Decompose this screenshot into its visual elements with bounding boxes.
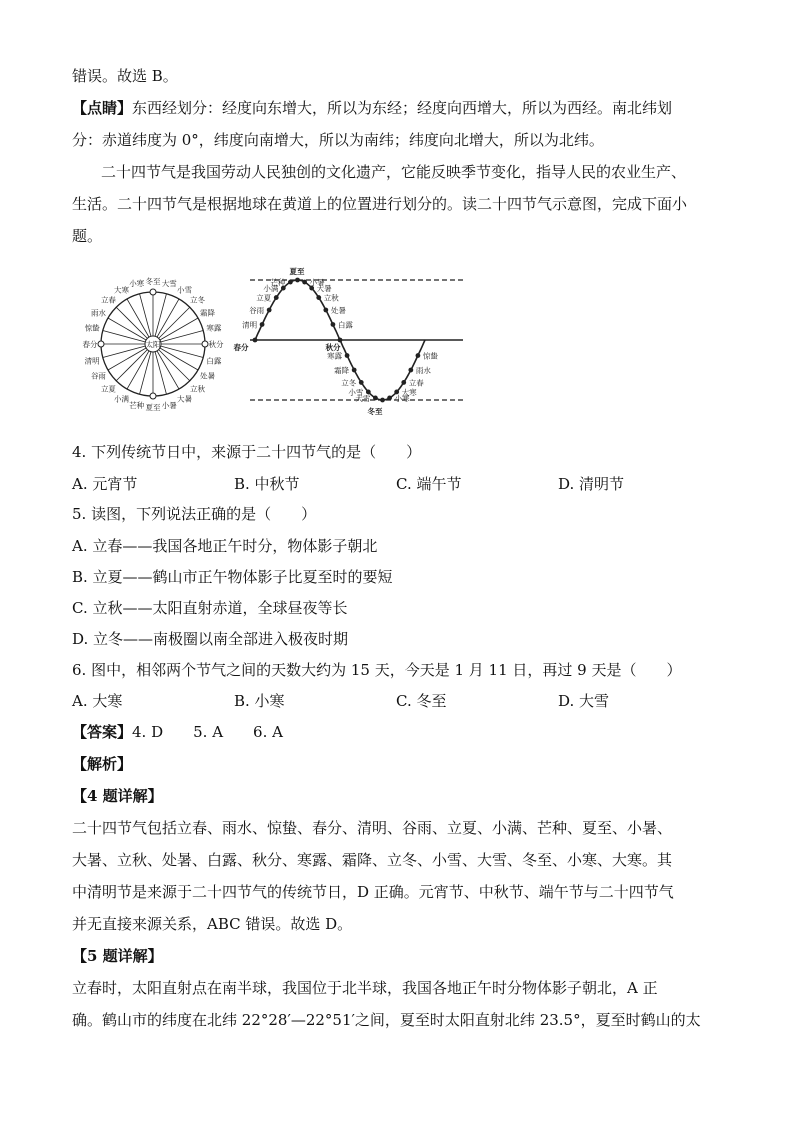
wheel-term-label: 霜降 bbox=[200, 308, 216, 318]
curve-term-dot bbox=[302, 280, 307, 285]
wheel-term-label: 寒露 bbox=[206, 323, 222, 333]
q5-option-b: B. 立夏——鹤山市正午物体影子比夏至时的要短 bbox=[72, 568, 393, 586]
curve-term-dot bbox=[380, 398, 385, 403]
wheel-marker bbox=[202, 341, 208, 347]
passage-line-3: 题。 bbox=[72, 227, 103, 245]
q5-option-c: C. 立秋——太阳直射赤道，全球昼夜等长 bbox=[72, 599, 348, 617]
q4-detail-line-2: 大暑、立秋、处暑、白露、秋分、寒露、霜降、立冬、小雪、大雪、冬至、小寒、大寒。其 bbox=[72, 851, 673, 869]
curve-term-label: 小寒 bbox=[394, 393, 410, 403]
curve-term-dot bbox=[416, 353, 421, 358]
curve-term-label: 芒种 bbox=[270, 278, 286, 288]
curve-term-dot bbox=[295, 278, 300, 283]
wheel-term-label: 谷雨 bbox=[90, 371, 106, 381]
q5-option-d: D. 立冬——南极圈以南全部进入极夜时期 bbox=[72, 630, 349, 648]
wheel-term-label: 芒种 bbox=[129, 400, 145, 410]
curve-term-dot bbox=[401, 380, 406, 385]
sun-label: 太阳 bbox=[145, 340, 161, 349]
winter-solstice-label: 冬至 bbox=[367, 407, 383, 416]
q4-detail-line-3: 中清明节是来源于二十四节气的传统节日，D 正确。元宵节、中秋节、端午节与二十四节气 bbox=[72, 883, 674, 901]
solar-terms-wheel bbox=[83, 276, 224, 412]
curve-term-dot bbox=[338, 338, 343, 343]
curve-term-dot bbox=[352, 368, 357, 373]
dianjing-tag: 【点睛】 bbox=[72, 99, 133, 117]
q5-detail-line-2: 确。鹤山市的纬度在北纬 22°28′—22°51′之间，夏至时太阳直射北纬 23.5°，夏至时鹤山的太 bbox=[72, 1011, 701, 1029]
intro-line-2-text: 东西经划分：经度向东增大，所以为东经；经度向西增大，所以为西经。南北纬划 bbox=[132, 99, 673, 117]
answer-line bbox=[72, 722, 722, 742]
curve-term-label: 处暑 bbox=[330, 306, 346, 315]
q4-detail-tag: 【4 题详解】 bbox=[72, 787, 163, 805]
curve-term-label: 立夏 bbox=[256, 293, 272, 303]
wheel-marker bbox=[98, 341, 104, 347]
answer-tag: 【答案】 bbox=[72, 723, 133, 741]
curve-term-dot bbox=[408, 368, 413, 373]
wheel-term-label: 秋分 bbox=[208, 340, 224, 349]
intro-line-2 bbox=[72, 98, 722, 118]
curve-term-dot bbox=[373, 396, 378, 401]
autumn-equinox-label: 秋分 bbox=[325, 343, 341, 352]
answer-text: 4. D 5. A 6. A bbox=[132, 723, 283, 741]
q6-option-d: D. 大雪 bbox=[558, 692, 610, 710]
wheel-term-label: 雨水 bbox=[90, 308, 106, 318]
curve-term-dot bbox=[260, 322, 265, 327]
analysis-tag: 【解析】 bbox=[72, 755, 133, 773]
wheel-term-label: 小寒 bbox=[129, 279, 145, 289]
wheel-term-label: 小暑 bbox=[161, 400, 177, 410]
curve-term-label: 清明 bbox=[242, 320, 258, 330]
curve-term-dot bbox=[288, 280, 293, 285]
curve-term-dot bbox=[323, 308, 328, 313]
q4-detail-line-4: 并无直接来源关系，ABC 错误。故选 D。 bbox=[72, 915, 353, 933]
wheel-term-label: 夏至 bbox=[145, 403, 161, 412]
curve-term-label: 寒露 bbox=[327, 351, 343, 361]
q5-option-a: A. 立春——我国各地正午时分，物体影子朝北 bbox=[72, 537, 378, 555]
q6-option-a: A. 大寒 bbox=[72, 692, 123, 710]
curve-term-label: 大暑 bbox=[316, 284, 332, 294]
wheel-term-label: 白露 bbox=[206, 356, 222, 366]
curve-term-label: 谷雨 bbox=[249, 306, 265, 315]
curve-term-label: 立冬 bbox=[341, 378, 357, 388]
curve-term-label: 白露 bbox=[337, 320, 353, 330]
wheel-term-label: 小满 bbox=[114, 394, 129, 404]
q5-stem: 5. 读图，下列说法正确的是（ ） bbox=[72, 505, 317, 523]
curve-term-dot bbox=[274, 295, 279, 300]
curve-term-dot bbox=[359, 380, 364, 385]
curve-term-dot bbox=[267, 308, 272, 313]
curve-term-dot bbox=[253, 338, 258, 343]
passage-line-1: 二十四节气是我国劳动人民独创的文化遗产，它能反映季节变化，指导人民的农业生产、 bbox=[101, 163, 687, 181]
spring-equinox-label: 春分 bbox=[233, 343, 249, 352]
wheel-term-label: 大暑 bbox=[177, 394, 192, 404]
curve-term-label: 大雪 bbox=[355, 393, 371, 403]
wheel-term-label: 立冬 bbox=[190, 295, 206, 305]
intro-line-3: 分：赤道纬度为 0°，纬度向南增大，所以为南纬；纬度向北增大，所以为北纬。 bbox=[72, 131, 604, 149]
wheel-term-label: 大寒 bbox=[114, 285, 129, 295]
q4-option-a: A. 元宵节 bbox=[72, 475, 138, 493]
wheel-term-label: 小雪 bbox=[177, 285, 192, 295]
q4-option-d: D. 清明节 bbox=[558, 475, 625, 493]
q4-option-b: B. 中秋节 bbox=[234, 475, 300, 493]
curve-term-label: 小暑 bbox=[309, 278, 325, 288]
passage-line-2: 生活。二十四节气是根据地球在黄道上的位置进行划分的。读二十四节气示意图，完成下面小 bbox=[72, 195, 688, 213]
wheel-term-label: 春分 bbox=[82, 340, 98, 349]
wheel-term-label: 处暑 bbox=[200, 371, 216, 381]
summer-solstice-label: 夏至 bbox=[289, 267, 305, 276]
curve-term-label: 小雪 bbox=[348, 387, 364, 397]
wheel-marker bbox=[150, 289, 156, 295]
wheel-term-label: 立春 bbox=[100, 295, 116, 305]
q6-option-c: C. 冬至 bbox=[396, 692, 447, 710]
q4-option-c: C. 端午节 bbox=[396, 475, 462, 493]
solar-terms-svg bbox=[75, 262, 470, 420]
curve-term-label: 立春 bbox=[408, 378, 424, 388]
curve-term-dot bbox=[331, 322, 336, 327]
wheel-term-label: 立夏 bbox=[100, 384, 116, 394]
q6-stem: 6. 图中，相邻两个节气之间的天数大约为 15 天，今天是 1 月 11 日，再过 9 天是（ ） bbox=[72, 661, 682, 679]
wheel-term-label: 冬至 bbox=[145, 277, 161, 286]
curve-term-label: 雨水 bbox=[415, 366, 431, 375]
q4-detail-line-1: 二十四节气包括立春、雨水、惊蛰、春分、清明、谷雨、立夏、小满、芒种、夏至、小暑、 bbox=[72, 819, 673, 837]
curve-term-label: 小满 bbox=[263, 284, 279, 294]
solar-curve bbox=[234, 266, 464, 416]
curve-term-dot bbox=[345, 353, 350, 358]
wheel-term-label: 大雪 bbox=[161, 279, 177, 289]
curve-term-label: 立秋 bbox=[323, 293, 339, 303]
q4-stem: 4. 下列传统节日中，来源于二十四节气的是（ ） bbox=[72, 443, 422, 461]
intro-line-1: 错误。故选 B。 bbox=[72, 67, 178, 85]
wheel-term-label: 清明 bbox=[84, 356, 100, 366]
curve-term-dot bbox=[316, 295, 321, 300]
solar-terms-diagram bbox=[75, 262, 470, 420]
curve-term-label: 惊蛰 bbox=[422, 351, 438, 361]
q5-detail-line-1: 立春时，太阳直射点在南半球，我国位于北半球，我国各地正午时分物体影子朝北，A 正 bbox=[72, 979, 658, 997]
curve-term-label: 大寒 bbox=[401, 387, 417, 397]
wheel-term-label: 立秋 bbox=[190, 384, 206, 394]
curve-term-dot bbox=[387, 396, 392, 401]
wheel-term-label: 惊蛰 bbox=[84, 323, 100, 333]
q6-option-b: B. 小寒 bbox=[234, 692, 285, 710]
wheel-marker bbox=[150, 393, 156, 399]
q5-detail-tag: 【5 题详解】 bbox=[72, 947, 163, 965]
curve-term-label: 霜降 bbox=[334, 366, 350, 375]
